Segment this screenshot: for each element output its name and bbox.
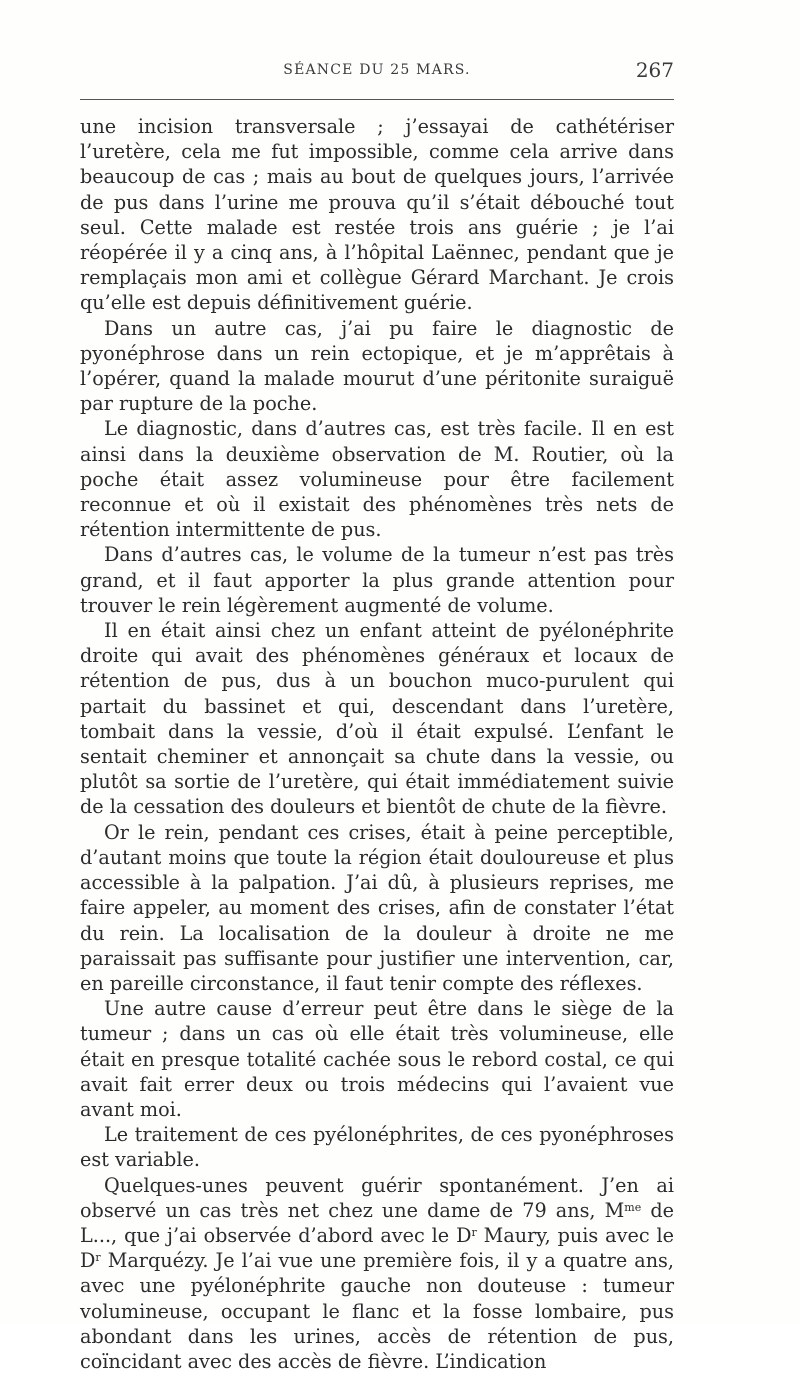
header-rule [80, 99, 674, 100]
running-head [80, 60, 674, 84]
paragraph-2: Dans un autre cas, j’ai pu faire le diagnostic de pyonéphrose dans un rein ectopique, et je m’apprêtais à l’opérer, quand la malade mourut d’une péritonite suraiguë par rupture de la poche. [80, 316, 674, 416]
paragraph-9-part-3: Maury, puis avec le D [80, 1223, 674, 1273]
page-number: 267 [635, 58, 674, 82]
paragraph-9-part-4: Marquézy. Je l’ai vue une première fois, il y a quatre ans, avec une pyélonéphrite gauche non douteuse : tumeur volumineuse, occupant le flanc et la fosse lombaire, pus abondant dans les urines, accès de rétention de pus, coïncidant avec des accès de fièvre. L’indication [80, 1249, 674, 1373]
paragraph-8: Le traitement de ces pyélonéphrites, de ces pyonéphroses est variable. [80, 1123, 674, 1172]
paragraph-3: Le diagnostic, dans d’autres cas, est très facile. Il en est ainsi dans la deuxième observation de M. Routier, où la poche était assez volumineuse pour être facilement reconnue et où il existait des phénomènes très nets de rétention intermittente de pus. [80, 417, 674, 542]
paragraph-4: Dans d’autres cas, le volume de la tumeur n’est pas très grand, et il faut apporter la plus grande attention pour trouver le rein légèrement augmenté de volume. [80, 543, 674, 617]
paragraph-9 [80, 1173, 674, 1374]
paragraph-6: Or le rein, pendant ces crises, était à peine perceptible, d’autant moins que toute la région était douloureuse et plus accessible à la palpation. J’ai dû, à plusieurs reprises, me faire appeler, au moment des crises, afin de constater l’état du rein. La localisation de la douleur à droite ne me paraissait pas suffisante pour justifier une intervention, car, en pareille circonstance, il faut tenir compte des réflexes. [80, 820, 674, 995]
paragraph-5: Il en était ainsi chez un enfant atteint de pyélonéphrite droite qui avait des phénomènes généraux et locaux de rétention de pus, dus à un bouchon muco-purulent qui partait du bassinet et qui, descendant dans l’uretère, tombait dans la vessie, d’où il était expulsé. L’enfant le sentait cheminer et annonçait sa chute dans la vessie, ou plutôt sa sortie de l’uretère, qui était immédiatement suivie de la cessation des douleurs et bientôt de chute de la fièvre. [80, 619, 674, 819]
paragraph-9-part-1: Quelques-unes peuvent guérir spontanément. J’en ai observé un cas très net chez une dame de 79 ans, M [80, 1173, 674, 1222]
body-text [80, 114, 674, 1374]
abbrev-docteur-sup-2: r [95, 1251, 101, 1265]
running-title: SÉANCE DU 25 MARS. [283, 62, 471, 78]
paragraph-9-part-2: de L..., que j’ai observée d’abord avec le D [80, 1198, 674, 1247]
abbrev-madame-sup: me [624, 1200, 642, 1214]
paragraph-7: Une autre cause d’erreur peut être dans le siège de la tumeur ; dans un cas où elle était très volumineuse, elle était en presque totalité cachée sous le rebord costal, ce qui avait fait errer deux ou trois médecins qui l’avaient vue avant moi. [80, 997, 674, 1121]
abbrev-docteur-sup: r [471, 1225, 477, 1239]
paragraph-1: une incision transversale ; j’essayai de cathétériser l’uretère, cela me fut impossible, comme cela arrive dans beaucoup de cas ; mais au bout de quelques jours, l’arrivée de pus dans l’urine me prouva qu’il s’était débouché tout seul. Cette malade est restée trois ans guérie ; je l’ai réopérée il y a cinq ans, à l’hôpital Laënnec, pendant que je remplaçais mon ami et collègue Gérard Marchant. Je crois qu’elle est depuis définitivement guérie. [80, 115, 674, 315]
